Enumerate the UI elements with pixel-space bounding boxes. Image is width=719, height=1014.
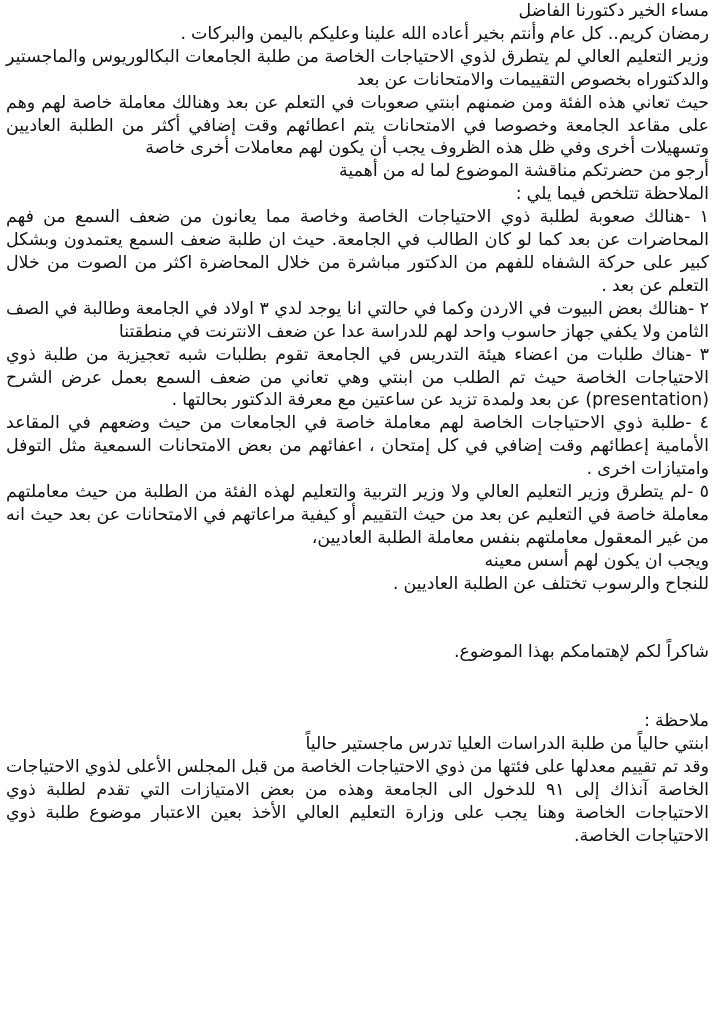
list-item-4: ٤ -طلبة ذوي الاحتياجات الخاصة لهم معاملة خاصة في الجامعات من حيث وضعهم في المقاعد الأمامية إعطائهم وقت إضافي في كل إمتحان ، اعفائهم من بعض الامتحانات السمعية مثل التوفل وامتيازات اخرى . — [0, 413, 709, 480]
spacer — [6, 596, 709, 642]
paragraph-minister: وزير التعليم العالي لم يتطرق لذوي الاحتياجات الخاصة من طلبة الجامعات البكالوريوس والماجستير والدكتوراه بخصوص التقييمات والامتحانات عن بعد — [0, 46, 709, 90]
paragraph-summary-heading: الملاحظة تتلخص فيما يلي : — [515, 184, 709, 205]
note-line: ابنتي حالياً من طلبة الدراسات العليا تدرس ماجستير حالياً — [305, 733, 709, 754]
note-body: وقد تم تقييم معدلها على فئتها من ذوي الاحتياجات الخاصة من قبل المجلس الأعلى لذوي الاحتياجات الخاصة آنذاك إلى ٩١ للدخول الى الجامعة وهذه من بعض الامتيازات التي تقدم لطلبة ذوي الاحتياجات الخاصة وهنا يجب على وزارة التعليم العالي الأخذ بعين الاعتبار موضوع طلبة ذوي الاحتياجات الخاصة. — [0, 756, 709, 846]
spacer — [6, 664, 709, 710]
list-item-1: ١ -هنالك صعوبة لطلبة ذوي الاحتياجات الخاصة وخاصة مما يعانون من ضعف السمع من فهم المحاضرات عن بعد كما لو كان الطالب في الجامعة. حيث ان طلبة ضعف السمع يعتمدون وبشكل كبير على حركة الشفاه للفهم من الدكتور مباشرة من خلال المحاضرة اكثر من الصوت من خلال التعلم عن بعد . — [0, 207, 709, 296]
list-item-5-continuation-a: ويجب ان يكون لهم أسس معينه — [484, 550, 709, 571]
list-item-2: ٢ -هنالك بعض البيوت في الاردن وكما في حالتي انا يوجد لدي ٣ اولاد في الجامعة وطالبة في الصف الثامن ولا يكفي جهاز حاسوب واحد لهم للدراسة عدا عن ضعف الانترنت في منطقتنا — [0, 298, 709, 342]
paragraph-ramadan: رمضان كريم.. كل عام وأنتم بخير أعاده الله علينا وعليكم باليمن والبركات . — [180, 23, 709, 44]
paragraph-difficulties: حيث تعاني هذه الفئة ومن ضمنهم ابنتي صعوبات في التعلم عن بعد وهنالك معاملة خاصة لهم وهم على مقاعد الجامعة وخصوصا في الامتحانات يتم اعطائهم وقت إضافي أكثر من الطلبة العاديين وتسهيلات أخرى وفي ظل هذه الظروف يجب أن يكون لهم معاملات أخرى خاصة — [0, 92, 709, 159]
paragraph-request: أرجو من حضرتكم مناقشة الموضوع لما له من أهمية — [339, 161, 709, 182]
thanks-line: شاكراً لكم لإهتمامكم بهذا الموضوع. — [454, 642, 709, 663]
list-item-5-continuation-b: للنجاح والرسوب تختلف عن الطلبة العاديين . — [392, 573, 709, 594]
list-item-5: ٥ -لم يتطرق وزير التعليم العالي ولا وزير التربية والتعليم لهذه الفئة من الطلبة من حيث معاملتهم معاملة خاصة في التعليم عن بعد من حيث التقييم أو كيفية مراعاتهم في الامتحانات عن بعد حيث انه من غير المعقول معاملتهم بنفس معاملة الطلبة العاديين، — [0, 482, 709, 548]
greeting: مساء الخير دكتورنا الفاضل — [518, 1, 709, 21]
note-heading: ملاحظة : — [644, 711, 709, 732]
list-item-3: ٣ -هناك طلبات من اعضاء هيئة التدريس في الجامعة تقوم بطلبات شبه تعجيزية من طلبة ذوي الاحتياجات الخاصة حيث تم الطلب من ابنتي وهي تعاني من ضعف السمع بعمل عرض الشرح (presentation) عن بعد ولمدة تزيد عن ساعتين مع معرفة الدكتور بحالتها . — [0, 344, 709, 411]
